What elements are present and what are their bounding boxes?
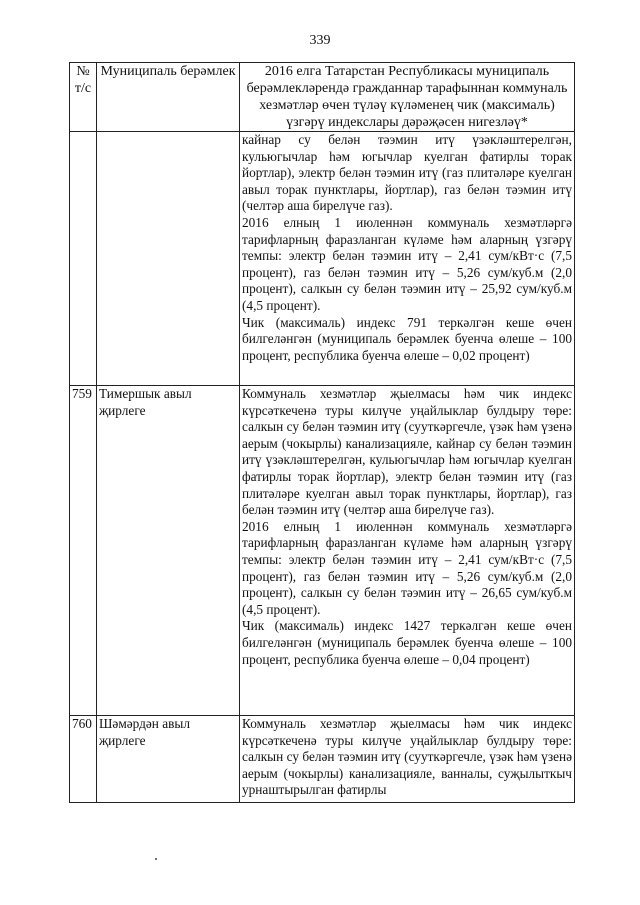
header-municipality: Муниципаль берәмлек bbox=[97, 63, 240, 132]
table-row bbox=[70, 132, 575, 386]
table-header-row bbox=[70, 63, 575, 132]
justification-paragraph: Чик (максималь) индекс 791 теркәлгән кеше өчен билгеләнгән (муниципаль берәмлек буенча өлеше – 100 процент, республика буенча өлеше – 0,02 процент) bbox=[242, 314, 572, 363]
justification-paragraph: Чик (максималь) индекс 1427 теркәлгән кеше өчен билгеләнгән (муниципаль берәмлек буенча өлеше – 100 процент, республика буенча өлеше – 0,04 процент) bbox=[242, 618, 572, 667]
justification-paragraph: 2016 елның 1 июленнән коммуналь хезмәтләргә тарифларның фаразланган күләме һәм аларның үзгәрү темпы: электр белән тәэмин итү – 2,41 сум/кВт·с (7,5 процент), газ белән тәэмин итү – 5,26 сум/куб.м (2,0 процент), салкын су белән тәэмин итү – 25,92 сум/куб.м (4,5 процент). bbox=[242, 214, 572, 313]
row-municipality: Тимершык авыл җирлеге bbox=[97, 386, 240, 716]
row-number: 759 bbox=[70, 386, 97, 716]
justification-paragraph: кайнар су белән тәэмин итү үзәкләштерелгән, кульюгычлар һәм югычлар куелган фатирлы торак йортлар), электр белән тәэмин итү (газ плитәләре куелган авыл торак пунктлары, йортлар), газ белән тәэмин итү (челтәр аша бирелүче газ). bbox=[242, 132, 572, 214]
row-number: 760 bbox=[70, 716, 97, 803]
scan-speck bbox=[155, 858, 157, 860]
justification-paragraph: Коммуналь хезмәтләр җыелмасы һәм чик индекс күрсәткеченә туры килүче уңайлыклар булдыру төре: салкын су белән тәэмин итү (сууткәргечле, үзәк һәм үзенә аерым (чокырлы) канализацияле, ванналы, суҗылыткыч урнаштырылган фатирлы bbox=[242, 716, 572, 798]
header-justification: 2016 елга Татарстан Республикасы муниципаль берәмлекләрендә гражданнар тарафыннан коммуналь хезмәтләр өчен түләү күләменең чик (максималь) үзгәрү индекслары дәрәҗәсен нигезләү* bbox=[240, 63, 575, 132]
justification-paragraph: Коммуналь хезмәтләр җыелмасы һәм чик индекс күрсәткеченә туры килүче уңайлыклар булдыру төре: салкын су белән тәэмин итү (сууткәргечле, үзәк һәм үзенә аерым (чокырлы) канализацияле, кайнар су белән тәэмин итү үзәкләштерелгән, кульюгычлар һәм югычлар куелган фатирлы торак йортлар), электр белән тәэмин итү (газ плитәләре куелган авыл торак пунктлары, йортлар), газ белән тәэмин итү (челтәр аша бирелүче газ). bbox=[242, 386, 572, 518]
page-number: 339 bbox=[309, 33, 331, 48]
row-municipality bbox=[97, 132, 240, 386]
header-number: № т/с bbox=[70, 63, 97, 132]
row-justification bbox=[240, 132, 575, 386]
row-justification bbox=[240, 386, 575, 716]
row-justification bbox=[240, 716, 575, 803]
tariff-index-table bbox=[69, 62, 575, 803]
justification-paragraph: 2016 елның 1 июленнән коммуналь хезмәтләргә тарифларның фаразланган күләме һәм аларның үзгәрү темпы: электр белән тәэмин итү – 2,41 сум/кВт·с (7,5 процент), газ белән тәэмин итү – 5,26 сум/куб.м (2,0 процент), салкын су белән тәэмин итү – 26,65 сум/куб.м (4,5 процент). bbox=[242, 518, 572, 617]
table-row bbox=[70, 386, 575, 716]
row-number bbox=[70, 132, 97, 386]
row-municipality: Шәмәрдән авыл җирлеге bbox=[97, 716, 240, 803]
table-row bbox=[70, 716, 575, 803]
